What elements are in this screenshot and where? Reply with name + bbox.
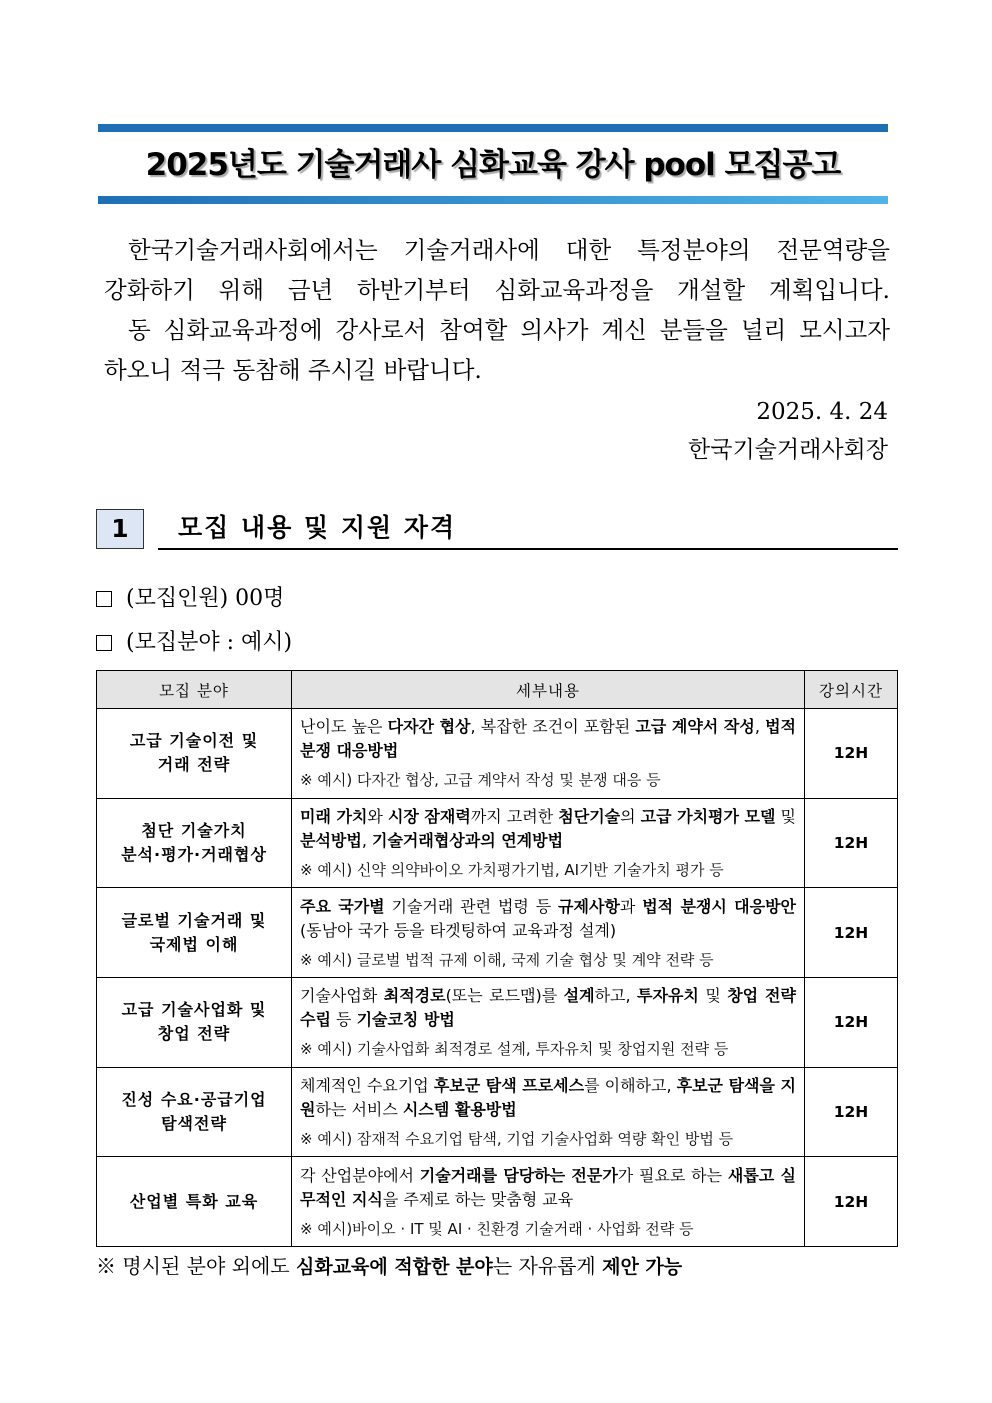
detail-text: 을 주제로 하는 맞춤형 교육 bbox=[382, 1189, 574, 1209]
detail-text: 각 산업분야에서 bbox=[300, 1165, 420, 1185]
detail-text: 체계적인 수요기업 bbox=[300, 1076, 434, 1096]
detail-description bbox=[300, 1074, 796, 1122]
detail-emphasis: 기술코칭 방법 bbox=[356, 1010, 455, 1030]
field-name-line: 국제법 이해 bbox=[149, 934, 239, 954]
field-name-line: 고급 기술이전 및 bbox=[129, 731, 259, 751]
field-name-line: 산업별 특화 교육 bbox=[129, 1191, 259, 1211]
detail-text: (동남아 국가 등을 타겟팅하여 교육과정 설계) bbox=[300, 920, 617, 940]
detail-emphasis: 법적 분쟁시 대응방안 bbox=[642, 896, 796, 916]
recruit-count-text: (모집인원) 00명 bbox=[126, 586, 285, 611]
footnote bbox=[96, 1252, 682, 1281]
table-row bbox=[97, 888, 898, 978]
table-row bbox=[97, 1067, 898, 1157]
field-name-line: 고급 기술사업화 및 bbox=[121, 1000, 267, 1020]
field-name-line: 거래 전략 bbox=[157, 755, 231, 775]
field-name-line: 창업 전략 bbox=[157, 1024, 231, 1044]
detail-text: , bbox=[754, 717, 766, 737]
detail-description bbox=[300, 895, 796, 943]
issuing-organization: 한국기술거래사회장 bbox=[688, 437, 888, 463]
recruit-count-item bbox=[96, 584, 284, 614]
detail-emphasis: 다자간 협상 bbox=[387, 717, 471, 737]
footnote-emphasis: 제안 가능 bbox=[602, 1256, 683, 1278]
footnote-text: 는 자유롭게 bbox=[492, 1254, 603, 1278]
detail-emphasis: 미래 가치 bbox=[300, 807, 368, 827]
header-cell: 강의시간 bbox=[805, 671, 898, 709]
lecture-hours-cell: 12H bbox=[805, 1157, 898, 1247]
detail-emphasis: 고급 계약서 작성 bbox=[635, 717, 755, 737]
detail-emphasis: 기술거래를 담당하는 전문가 bbox=[419, 1165, 618, 1185]
detail-text: 를 이해하고, bbox=[584, 1076, 677, 1096]
detail-text: , bbox=[361, 831, 372, 851]
field-name-line: 탐색전략 bbox=[161, 1114, 227, 1134]
intro-line: 한국기술거래사회에서는 기술거래사에 대한 특정분야의 전문역량을 bbox=[128, 236, 890, 264]
field-name-cell bbox=[97, 798, 292, 888]
field-name-line: 글로벌 기술거래 및 bbox=[121, 910, 267, 930]
title-top-rule bbox=[98, 124, 888, 132]
detail-example: ※ 예시) 신약 의약바이오 가치평가기법, AI기반 기술가치 평가 등 bbox=[300, 861, 724, 880]
section-underline bbox=[158, 548, 898, 550]
notice-date: 2025. 4. 24 bbox=[756, 399, 888, 425]
field-name-cell bbox=[97, 1067, 292, 1157]
detail-emphasis: 시스템 활용방법 bbox=[402, 1100, 517, 1120]
recruit-fields-table bbox=[96, 670, 898, 1247]
intro-line: 강화하기 위해 금년 하반기부터 심화교육과정을 개설할 계획입니다. bbox=[104, 276, 890, 304]
header-cell: 세부내용 bbox=[292, 671, 805, 709]
detail-emphasis: 기술거래협상과의 연계방법 bbox=[372, 831, 564, 851]
detail-emphasis: 창업 전략 수립 bbox=[300, 986, 796, 1030]
table-row bbox=[97, 709, 898, 799]
intro-text bbox=[104, 230, 890, 390]
header-cell: 모집 분야 bbox=[97, 671, 292, 709]
section-number-badge: 1 bbox=[96, 509, 144, 549]
lecture-hours-cell: 12H bbox=[805, 888, 898, 978]
detail-text: 까지 고려한 bbox=[470, 807, 559, 827]
detail-emphasis: 새롭고 실무적인 지식 bbox=[300, 1165, 796, 1209]
detail-example: ※ 예시) 잠재적 수요기업 탐색, 기업 기술사업화 역량 확인 방법 등 bbox=[300, 1130, 734, 1149]
detail-text: 등 bbox=[330, 1010, 357, 1030]
field-name-cell bbox=[97, 709, 292, 799]
field-name-cell bbox=[97, 1157, 292, 1247]
section-title: 모집 내용 및 지원 자격 bbox=[178, 513, 457, 542]
detail-text: 의 bbox=[620, 807, 641, 827]
detail-cell bbox=[292, 709, 805, 799]
detail-emphasis: 설계 bbox=[563, 986, 595, 1006]
detail-emphasis: 시장 잠재력 bbox=[387, 807, 471, 827]
detail-cell bbox=[292, 798, 805, 888]
field-name-line: 진성 수요·공급기업 bbox=[121, 1090, 267, 1110]
recruit-field-item bbox=[96, 628, 292, 658]
detail-text: 및 bbox=[775, 807, 796, 827]
lecture-hours-cell: 12H bbox=[805, 1067, 898, 1157]
detail-emphasis: 후보군 탐색을 지원 bbox=[300, 1076, 796, 1120]
detail-description bbox=[300, 984, 796, 1032]
lecture-hours-cell: 12H bbox=[805, 709, 898, 799]
detail-description bbox=[300, 1164, 796, 1212]
lecture-hours-cell: 12H bbox=[805, 978, 898, 1068]
detail-text: 와 bbox=[367, 807, 388, 827]
detail-description bbox=[300, 715, 796, 763]
detail-text: 가 필요로 하는 bbox=[617, 1165, 728, 1185]
detail-example: ※ 예시) 다자간 협상, 고급 계약서 작성 및 분쟁 대응 등 bbox=[300, 771, 661, 790]
detail-example: ※ 예시)바이오 · IT 및 AI · 친환경 기술거래 · 사업화 전략 등 bbox=[300, 1219, 694, 1238]
detail-cell bbox=[292, 1157, 805, 1247]
field-name-cell bbox=[97, 978, 292, 1068]
detail-text: 기술거래 관련 법령 등 bbox=[384, 896, 559, 916]
checkbox-square-icon bbox=[96, 635, 112, 651]
detail-cell bbox=[292, 888, 805, 978]
detail-example: ※ 예시) 기술사업화 최적경로 설계, 투자유치 및 창업지원 전략 등 bbox=[300, 1040, 729, 1059]
detail-emphasis: 최적경로 bbox=[383, 986, 446, 1006]
field-name-line: 첨단 기술가치 bbox=[141, 821, 247, 841]
detail-cell bbox=[292, 978, 805, 1068]
detail-text: , 복잡한 조건이 포함된 bbox=[470, 717, 636, 737]
field-name-cell bbox=[97, 888, 292, 978]
detail-emphasis: 주요 국가별 bbox=[300, 896, 385, 916]
lecture-hours-cell: 12H bbox=[805, 798, 898, 888]
detail-emphasis: 고급 가치평가 모델 bbox=[640, 807, 776, 827]
intro-line: 하오니 적극 동참해 주시길 바랍니다. bbox=[104, 356, 482, 384]
footnote-emphasis: 심화교육에 적합한 분야 bbox=[296, 1256, 493, 1278]
detail-text: 및 bbox=[698, 986, 728, 1006]
detail-emphasis: 법적 분쟁 대응방법 bbox=[300, 717, 796, 761]
detail-emphasis: 규제사항 bbox=[558, 896, 620, 916]
detail-text: 과 bbox=[619, 896, 643, 916]
detail-emphasis: 투자유치 bbox=[637, 986, 699, 1006]
table-row bbox=[97, 1157, 898, 1247]
detail-text: 하고, bbox=[594, 986, 638, 1006]
title-bottom-rule bbox=[98, 196, 888, 204]
detail-cell bbox=[292, 1067, 805, 1157]
detail-text: 기술사업화 bbox=[300, 986, 384, 1006]
table-header-row bbox=[97, 671, 898, 709]
detail-text: 난이도 높은 bbox=[300, 717, 388, 737]
footnote-text: ※ 명시된 분야 외에도 bbox=[96, 1254, 296, 1278]
detail-text: 하는 서비스 bbox=[315, 1100, 403, 1120]
page-title: 2025년도 기술거래사 심화교육 강사 pool 모집공고 bbox=[145, 147, 841, 183]
table-row bbox=[97, 798, 898, 888]
detail-emphasis: 후보군 탐색 프로세스 bbox=[433, 1076, 585, 1096]
detail-text: (또는 로드맵)를 bbox=[445, 986, 564, 1006]
recruit-field-text: (모집분야 : 예시) bbox=[126, 630, 293, 655]
field-name-line: 분석·평가·거래협상 bbox=[121, 845, 267, 865]
table-row bbox=[97, 978, 898, 1068]
checkbox-square-icon bbox=[96, 591, 112, 607]
detail-emphasis: 첨단기술 bbox=[558, 807, 621, 827]
detail-example: ※ 예시) 글로벌 법적 규제 이해, 국제 기술 협상 및 계약 전략 등 bbox=[300, 950, 714, 969]
detail-emphasis: 분석방법 bbox=[300, 831, 362, 851]
detail-description bbox=[300, 805, 796, 853]
intro-line: 동 심화교육과정에 강사로서 참여할 의사가 계신 분들을 널리 모시고자 bbox=[128, 316, 890, 344]
